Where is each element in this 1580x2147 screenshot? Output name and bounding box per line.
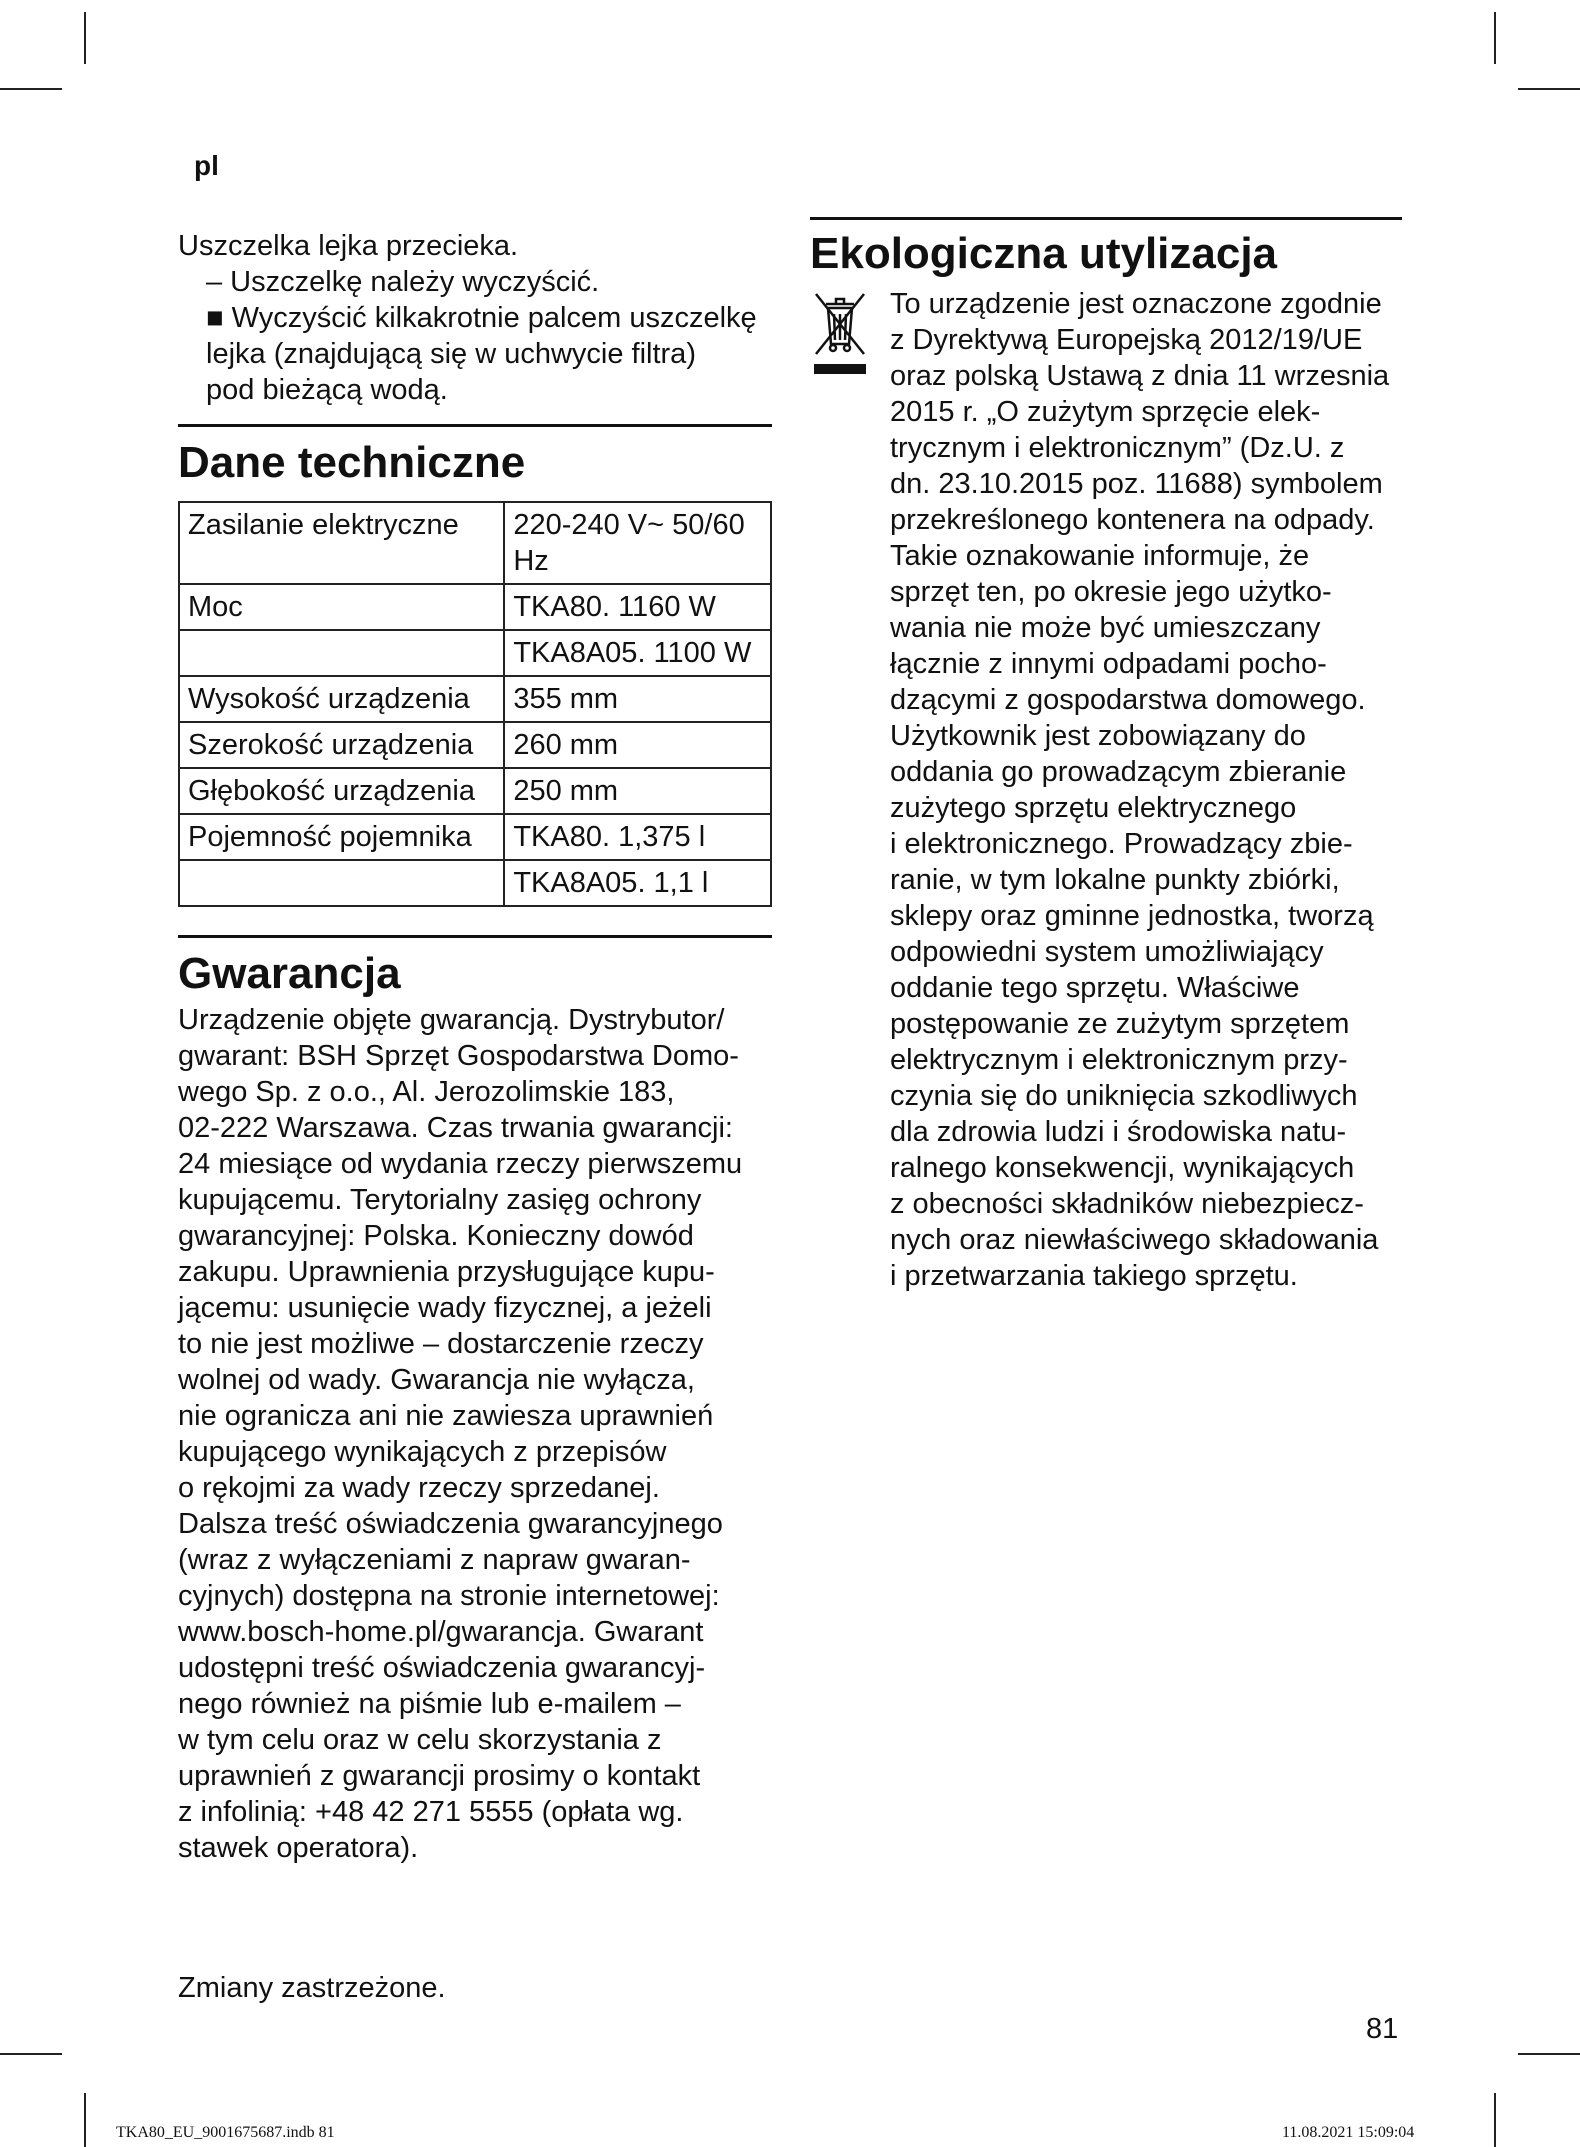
spec-label: Zasilanie elektryczne xyxy=(179,502,504,584)
eco-text xyxy=(890,286,1402,1294)
print-slug-date: 11.08.2021 15:09:04 xyxy=(1282,2124,1415,2141)
warranty-line: zakupu. Uprawnienia przysługujące kupu- xyxy=(178,1256,715,1288)
eco-line: przekreślonego kontenera na odpady. xyxy=(890,504,1375,536)
eco-line: trycznym i elektronicznym” (Dz.U. z xyxy=(890,432,1345,464)
left-column xyxy=(178,228,772,1866)
eco-line: nych oraz niewłaściwego składowania xyxy=(890,1224,1379,1256)
eco-line: czynia się do uniknięcia szkodliwych xyxy=(890,1080,1358,1112)
eco-content xyxy=(810,286,1402,1294)
warranty-line: o rękojmi za wady rzeczy sprzedanej. xyxy=(178,1472,660,1504)
warranty-section-title: Gwarancja xyxy=(178,949,401,998)
warranty-line: cyjnych) dostępna na stronie internetowej: xyxy=(178,1580,720,1612)
section-divider xyxy=(178,424,772,427)
spec-label: Głębokość urządzenia xyxy=(179,768,504,814)
crop-mark xyxy=(0,88,62,90)
eco-line: sklepy oraz gminne jednostka, tworzą xyxy=(890,900,1374,932)
eco-line: łącznie z innymi odpadami pocho- xyxy=(890,648,1327,680)
spec-label xyxy=(179,860,504,906)
crop-mark xyxy=(1518,2053,1580,2055)
warranty-line: uprawnień z gwarancji prosimy o kontakt xyxy=(178,1760,701,1792)
warranty-line: jącemu: usunięcie wady fizycznej, a jeżeli xyxy=(178,1292,712,1324)
eco-line: dn. 23.10.2015 poz. 11688) symbolem xyxy=(890,468,1383,500)
eco-line: z Dyrektywą Europejską 2012/19/UE xyxy=(890,324,1363,356)
warranty-line: wolnej od wady. Gwarancja nie wyłącza, xyxy=(178,1364,695,1396)
crop-mark xyxy=(1494,2093,1496,2147)
eco-line: postępowanie ze zużytym sprzętem xyxy=(890,1008,1350,1040)
crop-mark xyxy=(1494,12,1496,64)
spec-label: Moc xyxy=(179,584,504,630)
crop-mark xyxy=(84,2093,86,2147)
spec-value: 220-240 V~ 50/60 Hz xyxy=(504,502,771,584)
table-row xyxy=(179,768,771,814)
spec-label: Wysokość urządzenia xyxy=(179,676,504,722)
warranty-line: wego Sp. z o.o., Al. Jerozolimskie 183, xyxy=(178,1076,675,1108)
table-row xyxy=(179,860,771,906)
tech-specs-table xyxy=(178,501,772,907)
spec-label: Szerokość urządzenia xyxy=(179,722,504,768)
eco-line: Takie oznakowanie informuje, że xyxy=(890,540,1310,572)
spec-value: TKA8A05. 1100 W xyxy=(504,630,771,676)
language-code: pl xyxy=(194,150,219,181)
eco-line: i elektronicznego. Prowadzący zbie- xyxy=(890,828,1353,860)
page-number: 81 xyxy=(1366,2013,1399,2045)
warranty-line: 02-222 Warszawa. Czas trwania gwarancji: xyxy=(178,1112,733,1144)
warranty-line: gwarant: BSH Sprzęt Gospodarstwa Domo- xyxy=(178,1040,739,1072)
spec-value: 355 mm xyxy=(504,676,771,722)
table-row xyxy=(179,630,771,676)
section-divider xyxy=(178,935,772,938)
eco-line: z obecności składników niebezpiecz- xyxy=(890,1188,1364,1220)
eco-line: oraz polską Ustawą z dnia 11 wrzesnia xyxy=(890,360,1390,392)
table-row xyxy=(179,814,771,860)
table-row xyxy=(179,502,771,584)
seal-issue-title: Uszczelka lejka przecieka. xyxy=(178,230,519,262)
eco-line: i przetwarzania takiego sprzętu. xyxy=(890,1260,1298,1292)
eco-section-title: Ekologiczna utylizacja xyxy=(810,229,1278,278)
warranty-line: www.bosch-home.pl/gwarancja. Gwarant xyxy=(178,1616,704,1648)
warranty-line: kupującego wynikających z przepisów xyxy=(178,1436,667,1468)
seal-issue-step: lejka (znajdującą się w uchwycie filtra) xyxy=(206,338,696,370)
section-divider xyxy=(810,217,1402,220)
spec-label xyxy=(179,630,504,676)
spec-label: Pojemność pojemnika xyxy=(179,814,504,860)
warranty-line: nie ogranicza ani nie zawiesza uprawnień xyxy=(178,1400,714,1432)
eco-line: ralnego konsekwencji, wynikających xyxy=(890,1152,1355,1184)
spec-value: 250 mm xyxy=(504,768,771,814)
warranty-line: Dalsza treść oświadczenia gwarancyjnego xyxy=(178,1508,723,1540)
eco-line: 2015 r. „O zużytym sprzęcie elek- xyxy=(890,396,1321,428)
eco-line: odpowiedni system umożliwiający xyxy=(890,936,1324,968)
warranty-line: nego również na piśmie lub e-mailem – xyxy=(178,1688,681,1720)
eco-line: oddania go prowadzącym zbieranie xyxy=(890,756,1347,788)
eco-line: dla zdrowia ludzi i środowiska natu- xyxy=(890,1116,1347,1148)
spec-value: 260 mm xyxy=(504,722,771,768)
eco-line: zużytego sprzętu elektrycznego xyxy=(890,792,1297,824)
changes-reserved-note: Zmiany zastrzeżone. xyxy=(178,1972,446,2004)
eco-line: sprzęt ten, po okresie jego użytko- xyxy=(890,576,1332,608)
eco-line: elektrycznym i elektronicznym przy- xyxy=(890,1044,1348,1076)
crop-mark xyxy=(0,2053,62,2055)
seal-issue-step: pod bieżącą wodą. xyxy=(206,374,448,406)
seal-issue-step: ■ Wyczyścić kilkakrotnie palcem uszczelkę xyxy=(206,302,757,334)
warranty-line: 24 miesiące od wydania rzeczy pierwszemu xyxy=(178,1148,743,1180)
spec-value: TKA80. 1,375 l xyxy=(504,814,771,860)
table-row xyxy=(179,676,771,722)
eco-line: ranie, w tym lokalne punkty zbiórki, xyxy=(890,864,1340,896)
warranty-line: w tym celu oraz w celu skorzystania z xyxy=(178,1724,662,1756)
right-column xyxy=(810,217,1402,1294)
table-row xyxy=(179,584,771,630)
warranty-line: Urządzenie objęte gwarancją. Dystrybutor/ xyxy=(178,1004,725,1036)
warranty-line: z infolinią: +48 42 271 5555 (opłata wg. xyxy=(178,1796,684,1828)
eco-line: Użytkownik jest zobowiązany do xyxy=(890,720,1306,752)
eco-line: dzącymi z gospodarstwa domowego. xyxy=(890,684,1366,716)
crop-mark xyxy=(1518,88,1580,90)
warranty-line: gwarancyjnej: Polska. Konieczny dowód xyxy=(178,1220,694,1252)
warranty-line: udostępni treść oświadczenia gwarancyj- xyxy=(178,1652,706,1684)
warranty-line: to nie jest możliwe – dostarczenie rzeczy xyxy=(178,1328,704,1360)
warranty-line: (wraz z wyłączeniami z napraw gwaran- xyxy=(178,1544,691,1576)
eco-line: oddanie tego sprzętu. Właściwe xyxy=(890,972,1300,1004)
eco-line: To urządzenie jest oznaczone zgodnie xyxy=(890,288,1382,320)
warranty-line: stawek operatora). xyxy=(178,1832,419,1864)
print-slug-file: TKA80_EU_9001675687.indb 81 xyxy=(116,2124,335,2141)
spec-value: TKA80. 1160 W xyxy=(504,584,771,630)
seal-issue-remedy: – Uszczelkę należy wyczyścić. xyxy=(206,266,600,298)
crop-mark xyxy=(84,12,86,64)
warranty-line: kupującemu. Terytorialny zasięg ochrony xyxy=(178,1184,702,1216)
warranty-text xyxy=(178,1002,772,1866)
crossed-bin-icon xyxy=(810,286,890,1294)
eco-line: wania nie może być umieszczany xyxy=(890,612,1321,644)
spec-value: TKA8A05. 1,1 l xyxy=(504,860,771,906)
tech-section-title: Dane techniczne xyxy=(178,438,526,487)
table-row xyxy=(179,722,771,768)
